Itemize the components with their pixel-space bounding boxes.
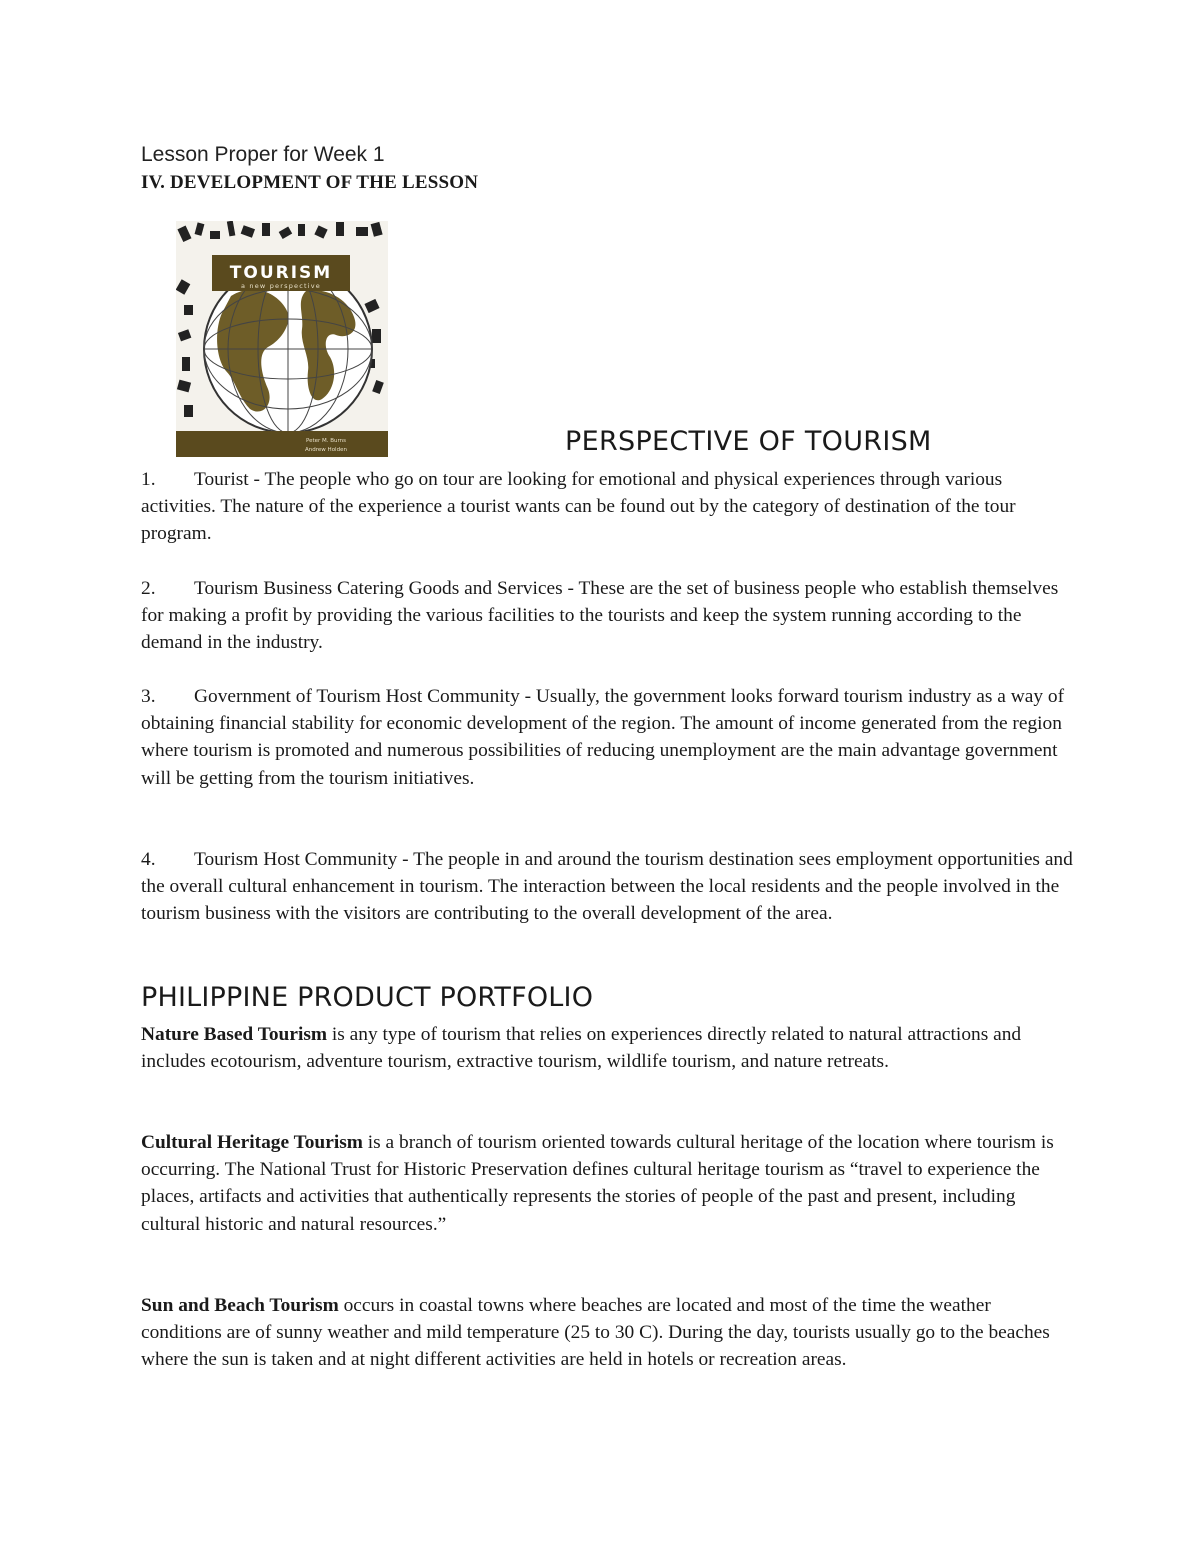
book-title: TOURISM [229, 263, 333, 283]
list-item [141, 575, 1076, 657]
list-item [141, 846, 1076, 928]
list-item-number: 2. [141, 578, 156, 599]
book-subtitle: a new perspective [240, 282, 322, 290]
list-item [141, 683, 1076, 792]
list-item-number: 4. [141, 849, 156, 870]
portfolio-text: is a branch of tourism oriented towards cultural heritage of the location where tourism is occurring. The National Trust for Historic Preservation defines cultural heritage tourism as “travel to experience the places, artifacts and activities that authentically represents the stories of people of the past and present, including cultural historic and natural resources.” [141, 1132, 1054, 1235]
portfolio-paragraph [141, 1292, 1076, 1374]
portfolio-heading: PHILIPPINE PRODUCT PORTFOLIO [141, 982, 594, 1013]
list-item-text: Tourist - The people who go on tour are looking for emotional and physical experiences through various activities. The nature of the experience a tourist wants can be found out by the category of destination of the tour program. [141, 469, 1016, 545]
section-heading: IV. DEVELOPMENT OF THE LESSON [141, 172, 479, 193]
portfolio-term: Nature Based Tourism [141, 1024, 328, 1045]
portfolio-paragraph [141, 1129, 1076, 1238]
book-author-2: Andrew Holden [305, 447, 347, 453]
portfolio-term: Sun and Beach Tourism [141, 1295, 339, 1316]
list-item-number: 3. [141, 686, 156, 707]
book-cover-art [176, 221, 388, 457]
portfolio-text: is any type of tourism that relies on experiences directly related to natural attractions and includes ecotourism, adventure tourism, extractive tourism, wildlife tourism, and nature retreats. [141, 1024, 1022, 1073]
list-item-text: Government of Tourism Host Community - Usually, the government looks forward tourism industry as a way of obtaining financial stability for economic development of the region. The amount of income generated from the region where tourism is promoted and numerous possibilities of reducing unemployment are the main advantage government will be getting from the tourism initiatives. [141, 686, 1065, 789]
portfolio-text: occurs in coastal towns where beaches are located and most of the time the weather conditions are of sunny weather and mild temperature (25 to 30 C). During the day, tourists usually go to the beaches where the sun is taken and at night different activities are held in hotels or recreation areas. [141, 1295, 1050, 1371]
list-item-number: 1. [141, 469, 156, 490]
list-item [141, 466, 1076, 548]
book-cover-image [176, 221, 388, 457]
perspective-heading: PERSPECTIVE OF TOURISM [565, 426, 932, 457]
book-author-1: Peter M. Burns [305, 438, 347, 444]
list-item-text: Tourism Host Community - The people in and around the tourism destination sees employment opportunities and the overall cultural enhancement in tourism. The interaction between the local residents and the people involved in the tourism business with the visitors are contributing to the overall development of the area. [141, 849, 1073, 925]
lesson-label: Lesson Proper for Week 1 [141, 143, 385, 166]
portfolio-term: Cultural Heritage Tourism [141, 1132, 363, 1153]
list-item-text: Tourism Business Catering Goods and Services - These are the set of business people who establish themselves for making a profit by providing the various facilities to the tourists and keep the system running according to the demand in the industry. [141, 578, 1059, 654]
portfolio-paragraph [141, 1021, 1076, 1075]
